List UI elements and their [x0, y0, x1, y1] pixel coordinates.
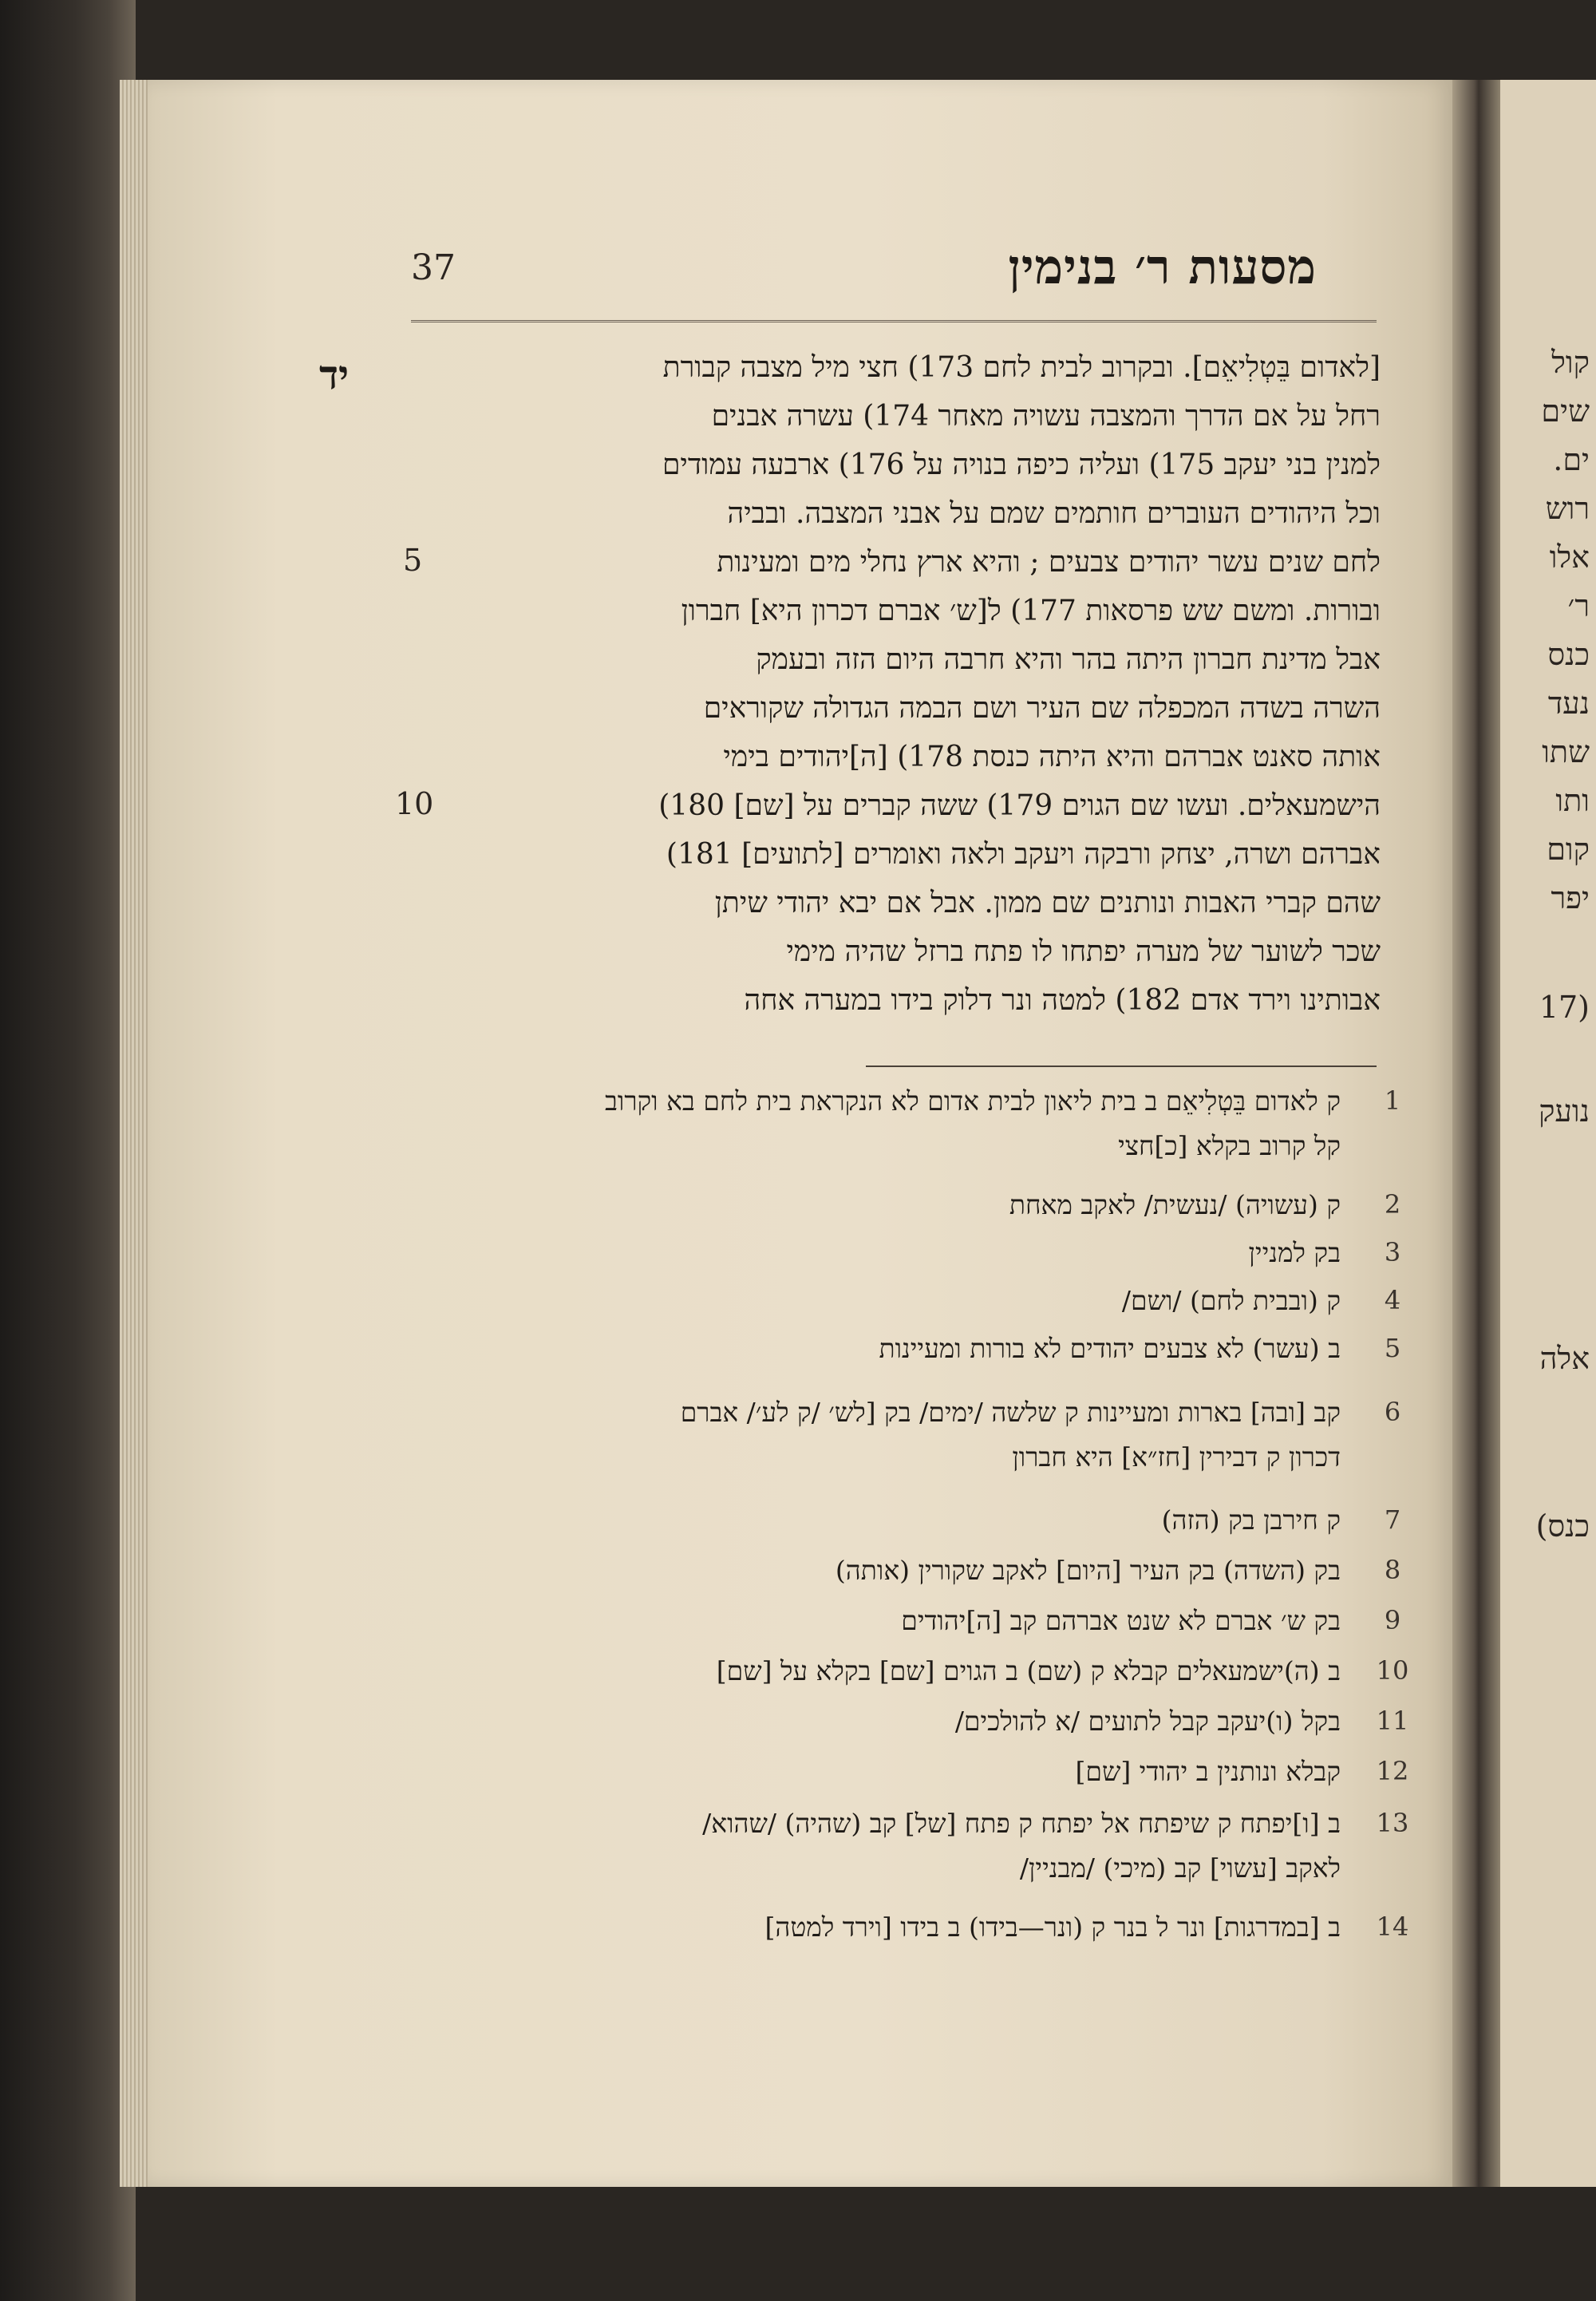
apparatus-text: ק חירבן בק (הזה) — [1161, 1504, 1341, 1536]
apparatus-line-number: 9 — [1384, 1605, 1401, 1635]
line-number: 5 — [403, 543, 423, 578]
text-line: וכל היהודים העוברים חותמים שמם על אבני המצבה. ובביה — [727, 497, 1381, 530]
facing-page-text: ים. — [1553, 442, 1590, 477]
running-title: מסעות ר׳ בנימין — [1008, 239, 1317, 295]
apparatus-text: בק (השדה) בק העיר [היום] לאקב שקורין (אותה) — [835, 1555, 1341, 1586]
text-line: למנין בני יעקב 175) ועליה כיפה בנויה על 176) ארבעה עמודים — [662, 449, 1381, 481]
apparatus-text: ק (עשויה) /נעשית/ לאקב מאחת — [1009, 1189, 1341, 1220]
apparatus-divider — [866, 1065, 1377, 1067]
apparatus-line-number: 4 — [1384, 1285, 1401, 1315]
apparatus-line-number: 14 — [1376, 1912, 1409, 1942]
facing-page-text: קול — [1551, 345, 1590, 380]
facing-page-text: כנס) — [1535, 1508, 1590, 1544]
book-binding — [0, 0, 136, 2301]
apparatus-line-number: 10 — [1376, 1655, 1409, 1686]
apparatus-line-number: 8 — [1384, 1555, 1401, 1585]
facing-page-text: (17 — [1539, 990, 1590, 1025]
facing-page-text: אלה — [1539, 1341, 1590, 1376]
text-line: רחל על אם הדרך והמצבה עשויה מאחר 174) עשרה אבנים — [711, 400, 1381, 433]
text-line: השרה בשדה המכפלה שם העיר ושם הבמה הגדולה שקוראים — [703, 692, 1381, 725]
apparatus-line-number: 7 — [1384, 1504, 1401, 1535]
section-marker: יד — [319, 351, 350, 398]
text-line: אותה סאנט אברהם והיא היתה כנסת 178) [ה]יהודים בימי — [723, 741, 1381, 773]
facing-page-text: קום — [1547, 832, 1590, 867]
facing-page-text: ותו — [1555, 783, 1590, 818]
apparatus-text: קל קרוב בקלא [כ]חצי — [1118, 1130, 1341, 1161]
apparatus-text: ב [במדרגות] ונר ל בנר ק (ונר—בידו) ב בידו [וירד למטה] — [764, 1912, 1341, 1943]
apparatus-text: ב (ה)ישמעאלים קבלא ק (שם) ב הגוים [שם] בקלא על [שם] — [716, 1655, 1341, 1686]
apparatus-text: בק למניין — [1248, 1237, 1341, 1268]
text-line: [לאדום בֵּטְלִיאֵם]. ובקרוב לבית לחם 173) חצי מיל מצבה קבורת — [662, 351, 1381, 384]
apparatus-text: לאקב [עשוי] קב (מיכי) /מבניין/ — [1019, 1852, 1341, 1884]
main-text-block — [479, 343, 1381, 1025]
facing-page-text: שים — [1541, 393, 1590, 429]
apparatus-text: קב [ובה] בארות ומעיינות ק שלשה /ימים/ בק [לש׳ /ק לע׳/ אברם — [680, 1397, 1341, 1428]
apparatus-text: בקל (ו)יעקב קבל לתועים /א להולכים/ — [954, 1706, 1341, 1737]
facing-page-text: נעד — [1547, 686, 1590, 721]
book-gutter — [1452, 80, 1500, 2187]
facing-page-text: שתו — [1542, 734, 1590, 769]
apparatus-line-number: 5 — [1384, 1333, 1401, 1363]
page-number: 37 — [411, 247, 456, 288]
apparatus-line-number: 6 — [1384, 1397, 1401, 1427]
header-rule — [411, 315, 1377, 322]
apparatus-line-number: 11 — [1376, 1706, 1409, 1736]
facing-page-text: רוש — [1545, 491, 1590, 526]
facing-page-text: כנס — [1547, 637, 1590, 672]
text-line: שהם קברי האבות ונותנים שם ממון. אבל אם יבא יהודי שיתן — [714, 887, 1381, 919]
apparatus-line-number: 3 — [1384, 1237, 1401, 1267]
page-header — [399, 223, 1317, 303]
apparatus-text: דכרון ק דבירין [חז״א] היא חברון — [1012, 1441, 1341, 1473]
apparatus-text: ב [ו]יפתח ק שיפתח אל יפתח ק פתח [של] קב (שהיה) /שהוא/ — [702, 1808, 1341, 1839]
text-line: שכר לשוער של מערה יפתחו לו פתח ברזל שהיה מימי — [786, 935, 1381, 968]
text-line: לחם שנים עשר יהודים צבעים ; והיא ארץ נחלי מים ומעינות — [717, 546, 1381, 579]
apparatus-line-number: 12 — [1376, 1756, 1409, 1786]
facing-page-text: ר׳ — [1567, 588, 1590, 623]
apparatus-text: ק (ובבית לחם) /ושם/ — [1121, 1285, 1341, 1316]
page-edges — [120, 80, 152, 2187]
facing-page-text: נועק — [1539, 1093, 1590, 1129]
text-line: ובורות. ומשם שש פרסאות 177) ל[ש׳ אברם דכרון היא] חברון — [681, 595, 1381, 627]
text-line: אבל מדינת חברון היתה בהר והיא חרבה היום הזה ובעמק — [756, 643, 1381, 676]
apparatus-text: בק ש׳ אברם לא שנט אברהם קב [ה]יהודים — [901, 1605, 1341, 1636]
facing-page-text: אלו — [1549, 540, 1590, 575]
apparatus-line-number: 13 — [1376, 1808, 1409, 1838]
text-line: אברהם ושרה, יצחק ורבקה ויעקב ולאה ואומרים [לתועים] 181) — [666, 838, 1381, 871]
text-line: הישמעאלים. ועשו שם הגוים 179) ששה קברים על [שם] 180) — [658, 789, 1381, 822]
apparatus-text: ק לאדום בֵּטְלִיאֵם ב בית ליאון לבית אדום לא הנקראת בית לחם בא וקרוב — [604, 1085, 1341, 1117]
facing-page-fragment — [1500, 80, 1596, 2187]
apparatus-text: ב (עשר) לא צבעים יהודים לא בורות ומעיינות — [879, 1333, 1341, 1364]
line-number: 10 — [395, 786, 434, 821]
facing-page-text: יפר — [1551, 880, 1590, 915]
apparatus-line-number: 1 — [1384, 1085, 1401, 1116]
apparatus-line-number: 2 — [1384, 1189, 1401, 1220]
apparatus-text: קבלא ונותנין ב יהודי [שם] — [1075, 1756, 1341, 1787]
text-line: אבותינו וירד אדם 182) למטה ונר דלוק בידו במערה אחה — [744, 984, 1381, 1017]
